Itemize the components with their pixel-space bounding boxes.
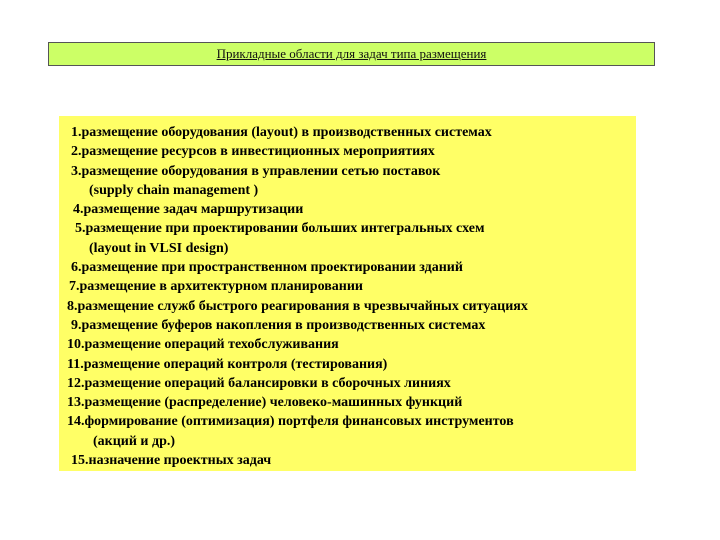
list-item: 12.размещение операций балансировки в сборочных линиях xyxy=(67,375,451,391)
content-box xyxy=(59,116,636,471)
list-item-continuation: (layout in VLSI design) xyxy=(89,240,229,256)
list-item: 15.назначение проектных задач xyxy=(71,453,272,469)
slide-title: Прикладные области для задач типа размещения xyxy=(216,46,487,61)
list-item: 6.размещение при пространственном проектировании зданий xyxy=(71,260,463,276)
list-item: 2.размещение ресурсов в инвестиционных мероприятиях xyxy=(71,144,435,160)
list-item-continuation: (supply chain management ) xyxy=(89,182,259,198)
list-item: 4.размещение задач маршрутизации xyxy=(73,202,304,218)
list-item: 9.размещение буферов накопления в производственных системах xyxy=(71,317,486,333)
list-item: 14.формирование (оптимизация) портфеля финансовых инструментов xyxy=(67,414,514,430)
list-item: 7.размещение в архитектурном планировании xyxy=(69,279,363,295)
list-item: 1.размещение оборудования (layout) в производственных системах xyxy=(71,125,492,140)
list-item: 10.размещение операций техобслуживания xyxy=(67,337,339,353)
list-item: 13.размещение (распределение) человеко-машинных функций xyxy=(67,395,463,411)
slide-title-box xyxy=(48,42,655,66)
list-item-continuation: (акций и др.) xyxy=(93,433,176,449)
list-item: 5.размещение при проектировании больших интегральных схем xyxy=(75,221,485,237)
list-item: 3.размещение оборудования в управлении сетью поставок xyxy=(71,163,441,179)
application-list xyxy=(59,123,528,470)
list-item: 11.размещение операций контроля (тестирования) xyxy=(67,356,388,372)
list-item: 8.размещение служб быстрого реагирования в чрезвычайных ситуациях xyxy=(67,298,528,314)
